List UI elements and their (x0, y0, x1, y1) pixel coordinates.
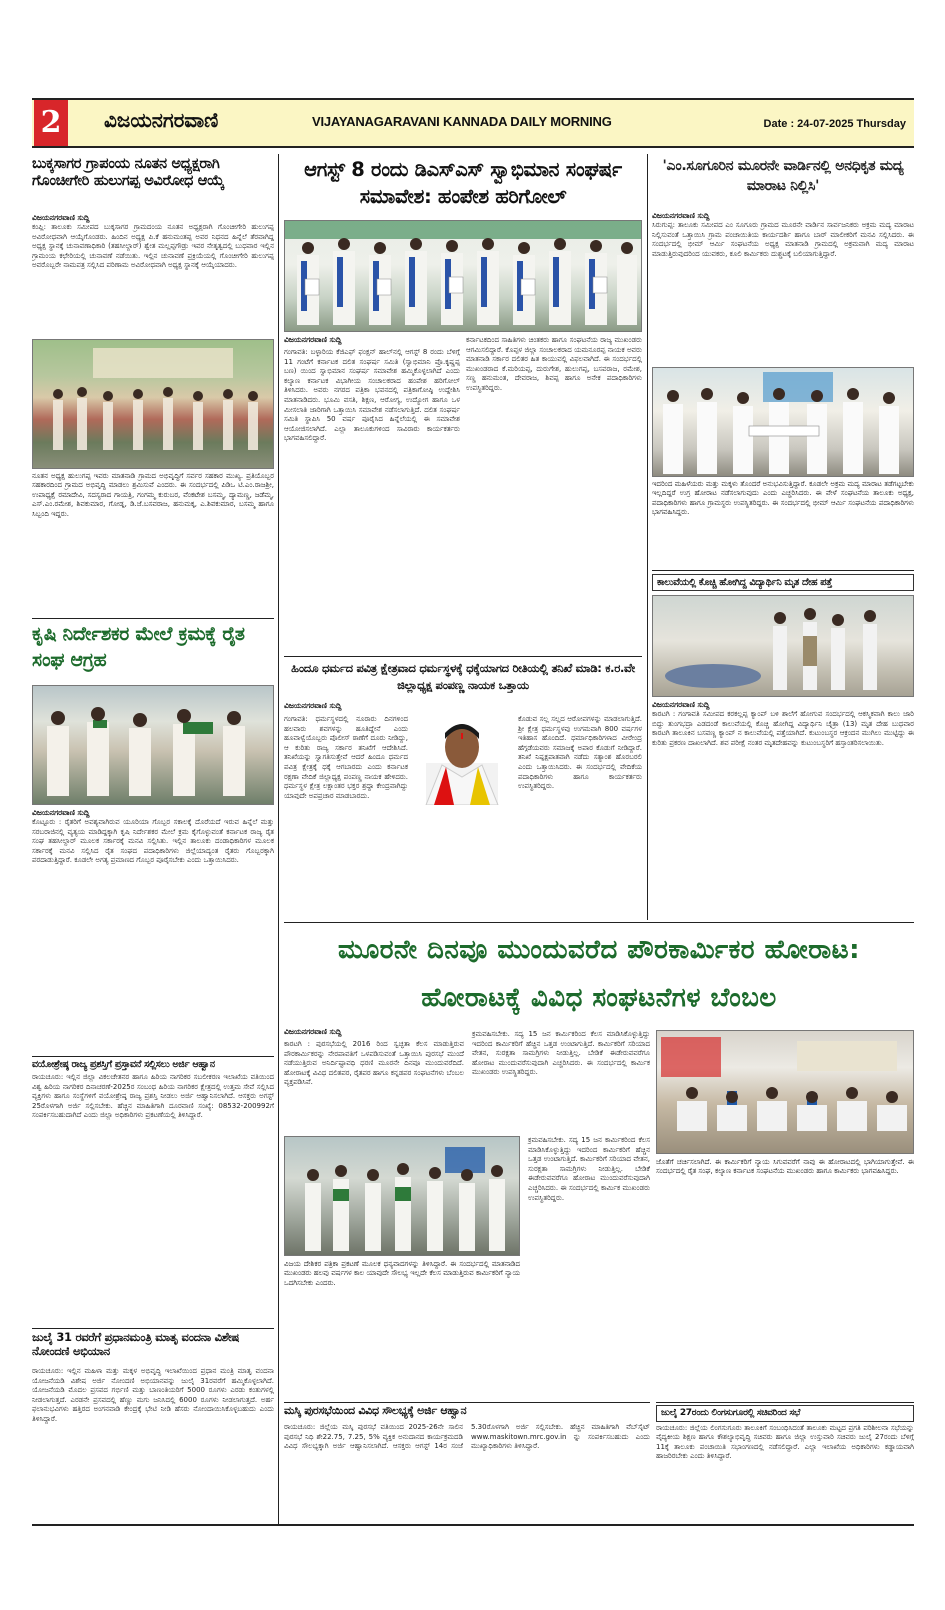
article-pourakarmika (284, 926, 914, 1400)
photo-protest-march (284, 1136, 520, 1256)
masthead-bar (32, 98, 914, 148)
article-body-col2: ಕರ್ನಾಟಕದಿಂದ ಸಾಹಿತಿಗಳು ಚಿಂತಕರು ಹಾಗೂ ಸಂಘಟನೆಯ ರಾಜ್ಯ ಮುಖಂಡರು ಆಗಮಿಸಲಿದ್ದಾರೆ. ಕೊಪ್ಪಳ ಜಿಲ್ಲಾ ಸಂಚಾಲಕರಾದ ಯಮನೂರಪ್ಪ ನಾಯಕ ಅವರು ಮಾತನಾಡಿ ಸರ್ಕಾರ ದಲಿತರ ಹಿತ ಕಾಯುವಲ್ಲಿ ವಿಫಲವಾಗಿದೆ. ಈ ಸಂದರ್ಭದಲ್ಲಿ ಮುಖಂಡರಾದ ಕೆ.ಮರಿಯಪ್ಪ, ದುರುಗೇಶ, ಹುಲುಗಪ್ಪ, ಬಸವರಾಜ, ರಮೇಶ, ಸಣ್ಣ ಹನುಮಂತ, ದೇವರಾಜ, ಶಿವಪ್ಪ ಹಾಗೂ ಅನೇಕ ಪದಾಧಿಕಾರಿಗಳು ಉಪಸ್ಥಿತರಿದ್ದರು. (466, 336, 642, 392)
byline: ವಿಜಯನಗರವಾಣಿ ಸುದ್ದಿ (652, 700, 710, 710)
byline: ವಿಜಯನಗರವಾಣಿ ಸುದ್ದಿ (652, 211, 710, 220)
article-body-col2: ಕ್ರಮವಹಿಸಬೇಕು. ಸದ್ಯ 15 ಜನ ಕಾರ್ಮಿಕರಿಂದ ಕೆಲಸ ಮಾಡಿಸಿಕೊಳ್ಳುತ್ತಿದ್ದು ಇದರಿಂದ ಕಾರ್ಮಿಕರಿಗೆ ಹೆಚ್ಚಿನ ಒತ್ತಡ ಉಂಟಾಗುತ್ತಿದೆ. ಕಾರ್ಮಿಕರಿಗೆ ಸರಿಯಾದ ವೇತನ, ಸುರಕ್ಷತಾ ಸಾಮಗ್ರಿಗಳು ನೀಡುತ್ತಿಲ್ಲ. ಬೇಡಿಕೆ ಈಡೇರುವವರೆಗೂ ಹೋರಾಟ ಮುಂದುವರೆಸುವುದಾಗಿ ಎಚ್ಚರಿಸಿದರು. ಈ ಸಂದರ್ಭದಲ್ಲಿ ಕಾರ್ಮಿಕ ಮುಖಂಡರು ಉಪಸ್ಥಿತರಿದ್ದರು. (472, 1030, 650, 1077)
headline: ಜುಲೈ 31 ರವರೆಗೆ ಪ್ರಧಾನಮಂತ್ರಿ ಮಾತೃ ವಂದನಾ ವಿಶೇಷ ನೋಂದಣಿ ಅಭಿಯಾನ (32, 1330, 240, 1358)
article-lingasugur-meeting (656, 1402, 914, 1522)
photo-canal-scene (652, 595, 914, 697)
article-body: ಕೊಟ್ಟೂರು : ರೈತರಿಗೆ ಅವಶ್ಯವಾಗಿರುವ ಯೂರಿಯಾ ಗೊಬ್ಬರ ಸಕಾಲಕ್ಕೆ ದೊರೆಯದೆ ಇರುವ ಹಿನ್ನೆಲೆ ಮತ್ತು ಸರಬರಾಜಿನಲ್ಲಿ ವ್ಯತ್ಯಯ ಮಾಡಿದ್ದಕ್ಕಾಗಿ ಕೃಷಿ ನಿರ್ದೇಶಕರ ಮೇಲೆ ಕ್ರಮ ಕೈಗೊಳ್ಳುವಂತೆ ಕರ್ನಾಟಕ ರಾಜ್ಯ ರೈತ ಸಂಘ ತಹಸೀಲ್ದಾರ್ ಮೂಲಕ ಸರ್ಕಾರಕ್ಕೆ ಮನವಿ ಸಲ್ಲಿಸಿತು. ಇಲ್ಲಿನ ತಾಲೂಕು ದಂಡಾಧಿಕಾರಿಗಳ ಮೂಲಕ ಸರ್ಕಾರಕ್ಕೆ ಮನವಿ ಸಲ್ಲಿಸಿದ ರೈತ ಸಂಘದ ಪದಾಧಿಕಾರಿಗಳು ಜಿಲ್ಲೆಯಾದ್ಯಂತ ರೈತರು ಗೊಬ್ಬರಕ್ಕಾಗಿ ಪರದಾಡುತ್ತಿದ್ದಾರೆ. ಕೂಡಲೇ ಅಗತ್ಯ ಪ್ರಮಾಣದ ಗೊಬ್ಬರ ಪೂರೈಸಬೇಕು ಎಂದು ಒತ್ತಾಯಿಸಿದರು. (32, 818, 274, 865)
photo-caption: ಇದರಿಂದ ಮಹಿಳೆಯರು ಮತ್ತು ಮಕ್ಕಳು ತೊಂದರೆ ಅನುಭವಿಸುತ್ತಿದ್ದಾರೆ. ಕೂಡಲೇ ಅಕ್ರಮ ಮದ್ಯ ಮಾರಾಟ ತಡೆಗಟ್ಟಬೇಕು ಇಲ್ಲದಿದ್ದರೆ ಉಗ್ರ ಹೋರಾಟ ನಡೆಸಲಾಗುವುದು ಎಂದು ಎಚ್ಚರಿಸಿದರು. ಈ ವೇಳೆ ಸಂಘಟನೆಯ ತಾಲೂಕು ಅಧ್ಯಕ್ಷ, ಪದಾಧಿಕಾರಿಗಳು ಹಾಗೂ ಗ್ರಾಮಸ್ಥರು ಉಪಸ್ಥಿತರಿದ್ದರು. ಈ ಸಂದರ್ಭದಲ್ಲಿ ಭೀಮ್ ಆರ್ಮಿ ಸಂಘಟನೆಯ ಪದಾಧಿಕಾರಿಗಳು ಭಾಗವಹಿಸಿದ್ದರು. (652, 480, 914, 517)
headline: ಮಸ್ಕಿ ಪುರಸಭೆಯಿಂದ ವಿವಿಧ ಸೌಲಭ್ಯಕ್ಕೆ ಅರ್ಜಿ ಆಹ್ವಾನ (284, 1404, 467, 1417)
article-body-col1: ಕಾರಟಗಿ : ಪುರಸಭೆಯಲ್ಲಿ 2016 ರಿಂದ ಸ್ವಚ್ಛತಾ ಕೆಲಸ ಮಾಡುತ್ತಿರುವ ಪೌರಕಾರ್ಮಿಕರನ್ನು ನೇರಪಾವತಿಗೆ ಒಳಪಡಿಸುವಂತೆ ಒತ್ತಾಯಿಸಿ ಪುರಸಭೆ ಮುಂದೆ ನಡೆಯುತ್ತಿರುವ ಅನಿರ್ದಿಷ್ಟಾವಧಿ ಧರಣಿ ಮೂರನೇ ದಿನವೂ ಮುಂದುವರೆದಿದೆ. ಹೋರಾಟಕ್ಕೆ ವಿವಿಧ ದಲಿತಪರ, ರೈತಪರ ಹಾಗೂ ಕನ್ನಡಪರ ಸಂಘಟನೆಗಳು ಬೆಂಬಲ ವ್ಯಕ್ತಪಡಿಸಿವೆ. (284, 1040, 464, 1087)
article-body: ರಾಯಚೂರು: ಜಿಲ್ಲೆಯ ಲಿಂಗಸುಗೂರು ತಾಲೂಕಿಗೆ ಸಂಬಂಧಿಸಿದಂತೆ ತಾಲೂಕು ಮಟ್ಟದ ಪ್ರಗತಿ ಪರಿಶೀಲನಾ ಸಭೆಯನ್ನು ವೈದ್ಯಕೀಯ ಶಿಕ್ಷಣ ಹಾಗೂ ಕೌಶಲ್ಯಾಭಿವೃದ್ಧಿ ಸಚಿವರು ಹಾಗೂ ಜಿಲ್ಲಾ ಉಸ್ತುವಾರಿ ಸಚಿವರು ಜುಲೈ 27ರಂದು ಬೆಳಿಗ್ಗೆ 11ಕ್ಕೆ ತಾಲೂಕು ಪಂಚಾಯಿತಿ ಸಭಾಂಗಣದಲ್ಲಿ ನಡೆಸಲಿದ್ದಾರೆ. ಎಲ್ಲಾ ಇಲಾಖೆಯ ಅಧಿಕಾರಿಗಳು ಕಡ್ಡಾಯವಾಗಿ ಹಾಜರಿರಬೇಕು ಎಂದು ತಿಳಿಸಿದ್ದಾರೆ. (656, 1423, 914, 1461)
issue-date: Date : 24-07-2025 Thursday (763, 118, 906, 130)
article-body: ಕಾರಟಗಿ : ಗಂಗಾವತಿ ಸಮೀಪದ ಕರಕಲ್ಲಪ್ಪ ಕ್ಯಾಂಪ್ ಬಳಿ ಶಾಲೆಗೆ ಹೋಗುವ ಸಂದರ್ಭದಲ್ಲಿ ಆಕಸ್ಮಿಕವಾಗಿ ಕಾಲು ಜಾರಿ ಬಿದ್ದು ತುಂಗಭದ್ರಾ ಎಡದಂಡೆ ಕಾಲುವೆಯಲ್ಲಿ ಕೊಚ್ಚಿ ಹೋಗಿದ್ದ ವಿದ್ಯಾರ್ಥಿನಿ ಚೈತ್ರಾ (13) ಮೃತ ದೇಹ ಬುಧವಾರ ಕಾರಟಗಿ ತಾಲೂಕಿನ ಬಸವಣ್ಣ ಕ್ಯಾಂಪ್ ನ ಕಾಲುವೆಯಲ್ಲಿ ಪತ್ತೆಯಾಗಿದೆ. ಕುಟುಂಬಸ್ಥರ ಆಕ್ರಂದನ ಮುಗಿಲು ಮುಟ್ಟಿದ್ದು ಈ ಕುರಿತು ಪ್ರಕರಣ ದಾಖಲಾಗಿದೆ. ಶವ ಪರೀಕ್ಷೆ ನಂತರ ಮೃತದೇಹವನ್ನು ಕುಟುಂಬಸ್ಥರಿಗೆ ಹಸ್ತಾಂತರಿಸಲಾಯಿತು. (652, 710, 914, 747)
article-body: ಕಂಪ್ಲಿ: ತಾಲೂಕು ಸಮೀಪದ ಬುಕ್ಕಸಾಗರ ಗ್ರಾಮದಂಯ ನೂತನ ಅಧ್ಯಕ್ಷರಾಗಿ ಗೊಂಚೀಗೇರಿ ಹುಲುಗಪ್ಪ ಅವಿರೋಧವಾಗಿ ಆಯ್ಕೆಗೊಂಡರು. ಹಿಂದಿನ ಅಧ್ಯಕ್ಷ ಪಿ.ಕೆ ಹನುಮಂತಪ್ಪ ಅವರ ನಿಧನದ ಹಿನ್ನೆಲೆ ತೆರವಾಗಿದ್ದ ಅಧ್ಯಕ್ಷ ಸ್ಥಾನಕ್ಕೆ ಚುನಾವಣಾಧಿಕಾರಿ (ತಹಸೀಲ್ದಾರ್) ಶ್ವೇತ ಮಲ್ಲಪ್ಪಗೌಡ್ರು ಇವರ ನೇತೃತ್ವದಲ್ಲಿ ಬುಧವಾರ ಇಲ್ಲಿನ ಗ್ರಾಮಂಯ ಕಛೇರಿಯಲ್ಲಿ ಚುನಾವಣೆ ನಡೆಯಿತು. ಇಲ್ಲಿನ ಚುನಾವಣೆ ಪ್ರಕ್ರಿಯೆಯಲ್ಲಿ ಗೊಂಚೀಗೇರಿ ಹುಲುಗಪ್ಪ ಅವರೊಬ್ಬರೇ ನಾಮಪತ್ರ ಸಲ್ಲಿಸಿದ ಪರಿಣಾಮ ಅವಿರೋಧವಾಗಿ ಅಧ್ಯಕ್ಷ ಸ್ಥಾನಕ್ಕೆ ಆಯ್ಕೆಯಾದರು. (32, 223, 274, 270)
article-canal-body-found (652, 570, 914, 920)
byline: ವಿಜಯನಗರವಾಣಿ ಸುದ್ದಿ (284, 701, 342, 710)
page-number: 2 (34, 100, 68, 146)
article-body: ರಾಯಚೂರು: ಇಲ್ಲಿನ ಮಹಿಳಾ ಮತ್ತು ಮಕ್ಕಳ ಅಭಿವೃದ್ಧಿ ಇಲಾಖೆಯಿಂದ ಪ್ರಧಾನ ಮಂತ್ರಿ ಮಾತೃ ವಂದನಾ ಯೋಜನೆಯಡಿ ವಿಶೇಷ ಅರ್ಜಿ ನೋಂದಣಿ ಅಭಿಯಾನವನ್ನು ಜುಲೈ 31ರವರೆಗೆ ಹಮ್ಮಿಕೊಳ್ಳಲಾಗಿದೆ. ಯೋಜನೆಯಡಿ ಮೊದಲ ಪ್ರಸವದ ಗರ್ಭಿಣಿ ಮತ್ತು ಬಾಣಂತಿಯರಿಗೆ 5000 ರೂಗಳು ಎರಡು ಕಂತುಗಳಲ್ಲಿ ನೀಡಲಾಗುತ್ತದೆ. ಎರಡನೇ ಪ್ರಸವದಲ್ಲಿ ಹೆಣ್ಣು ಮಗು ಜನಿಸಿದಲ್ಲಿ 6000 ರೂಗಳು ನೀಡಲಾಗುತ್ತದೆ. ಅರ್ಹ ಫಲಾನುಭವಿಗಳು ಹತ್ತಿರದ ಅಂಗನವಾಡಿ ಕೇಂದ್ರಕ್ಕೆ ಭೇಟಿ ನೀಡಿ ಹೆಸರು ನೋಂದಾಯಿಸಿಕೊಳ್ಳಬಹುದು ಎಂದು ತಿಳಿಸಿದ್ದಾರೆ. (32, 1367, 274, 1423)
article-body: ರಾಯಚೂರು: ಜಿಲ್ಲೆಯ ಮಸ್ಕಿ ಪುರಸಭೆ ವತಿಯಿಂದ 2025-26ನೇ ಸಾಲಿನ ಪುರಸಭೆ ನಿಧಿ ಶೇ22.75, 7.25, 5% ವ್ಯಕ್ತಿಕ ಅನುದಾನದ ಕಾರ್ಯಕ್ರಮದಡಿ ವಿವಿಧ ಸೌಲಭ್ಯಕ್ಕಾಗಿ ಅರ್ಜಿ ಆಹ್ವಾನಿಸಲಾಗಿದೆ. ಆಸಕ್ತರು ಆಗಸ್ಟ್ 14ರ ಸಂಜೆ 5.30ರೊಳಗಾಗಿ ಅರ್ಜಿ ಸಲ್ಲಿಸಬೇಕು. ಹೆಚ್ಚಿನ ಮಾಹಿತಿಗಾಗಿ ವೆಬ್‌ಸೈಟ್ www.maskitown.mrc.gov.in ನ್ನು ಸಂಪರ್ಕಿಸಬಹುದು ಎಂದು ಮುಖ್ಯಾಧಿಕಾರಿಗಳು ತಿಳಿಸಿದ್ದಾರೆ. (284, 1423, 650, 1451)
headline: ಮೂರನೇ ದಿನವೂ ಮುಂದುವರೆದ ಪೌರಕಾರ್ಮಿಕರ ಹೋರಾಟ: ಹೋರಾಟಕ್ಕೆ ವಿವಿಧ ಸಂಘಟನೆಗಳ ಬೆಂಬಲ (337, 935, 861, 1013)
masthead-title: ವಿಜಯನಗರವಾಣಿ (104, 108, 219, 132)
photo-caption-1: ವಿಜಯ ದೇಶಿಕರ ಪತ್ರಿಕಾ ಪ್ರಕಟಣೆ ಮೂಲಕ ಧನ್ಯವಾದಗಳನ್ನು ತಿಳಿಸಿದ್ದಾರೆ. ಈ ಸಂದರ್ಭದಲ್ಲಿ ಮಾತನಾಡಿದ ಮುಖಂಡರು ಹಲವು ವರ್ಷಗಳ ಕಾಲ ಯಾವುದೇ ಸೌಲಭ್ಯ ಇಲ್ಲದೇ ಕೆಲಸ ಮಾಡುತ್ತಿರುವ ಕಾರ್ಮಿಕರಿಗೆ ನ್ಯಾಯ ಒದಗಿಸಬೇಕು ಎಂದರು. (284, 1260, 520, 1287)
headline: ಕೃಷಿ ನಿರ್ದೇಶಕರ ಮೇಲೆ ಕ್ರಮಕ್ಕೆ ರೈತ ಸಂಘ ಆಗ್ರಹ (32, 623, 245, 671)
article-vayoshreshta (32, 1056, 274, 1324)
photo-bhim-army-memo (652, 367, 914, 477)
article-bukkasagara (32, 156, 274, 616)
headline: ವಯೋಶ್ರೇಷ್ಠ ರಾಜ್ಯ ಪ್ರಶಸ್ತಿಗೆ ಪ್ರಸ್ತಾವನೆ ಸಲ್ಲಿಸಲು ಅರ್ಜಿ ಆಹ್ವಾನ (32, 1059, 215, 1070)
photo-sit-in-protest (656, 1030, 914, 1154)
article-body: ಸಿರುಗುಪ್ಪ: ತಾಲೂಕು ಸಮೀಪದ ಎಂ ಸೂಗೂರು ಗ್ರಾಮದ ಮೂರನೇ ವಾರ್ಡಿನ ಸಾರ್ವಜನಿಕರು ಅಕ್ರಮ ಮದ್ಯ ಮಾರಾಟ ನಿಲ್ಲಿಸುವಂತೆ ಒತ್ತಾಯಿಸಿ ಗ್ರಾಮ ಪಂಚಾಯಿತಿಯ ಕಾರ್ಯದರ್ಶಿ ಹಾಗೂ ಬಾರ್ ಮಾಲೀಕರಿಗೆ ಮನವಿ ಸಲ್ಲಿಸಿದರು. ಈ ಸಂದರ್ಭದಲ್ಲಿ ಭೀಮ್ ಆರ್ಮಿ ಸಂಘಟನೆಯ ಅಧ್ಯಕ್ಷ ಮಾತನಾಡಿ ಗ್ರಾಮದಲ್ಲಿ ಅಕ್ರಮವಾಗಿ ಮದ್ಯ ಮಾರಾಟ ಮಾಡುತ್ತಿರುವುದರಿಂದ ಯುವಕರು, ಕೂಲಿ ಕಾರ್ಮಿಕರು ದುಶ್ಚಟಕ್ಕೆ ಬಲಿಯಾಗುತ್ತಿದ್ದಾರೆ. (652, 221, 914, 258)
article-body-col1: ಗಂಗಾವತಿ: ಬಳ್ಳಾರಿಯ ಕೆಜಿಎಫ್ ಫಂಕ್ಷನ್ ಹಾಲ್‌ನಲ್ಲಿ ಆಗಸ್ಟ್ 8 ರಂದು ಬೆಳಿಗ್ಗೆ 11 ಗಂಟೆಗೆ ಕರ್ನಾಟಕ ದಲಿತ ಸಂಘರ್ಷ ಸಮಿತಿ (ಸ್ವಾಭಿಮಾನಿ ಪ್ರೊ.ಕೃಷ್ಣಪ್ಪ ಬಣ) ಯಿಂದ ಸ್ವಾಭಿಮಾನ ಸಂಘರ್ಷ ಸಮಾವೇಶ ಹಮ್ಮಿಕೊಳ್ಳಲಾಗಿದೆ ಎಂದು ಕಲ್ಯಾಣ ಕರ್ನಾಟಕ ವಿಭಾಗೀಯ ಸಂಚಾಲಕರಾದ ಹಂಪೇಶ ಹರಿಗೋಲ್ ತಿಳಿಸಿದರು. ಅವರು ನಗರದ ಪತ್ರಿಕಾ ಭವನದಲ್ಲಿ ಪತ್ರಿಕಾಗೋಷ್ಠಿ ಉದ್ದೇಶಿಸಿ ಮಾತನಾಡಿದರು. ಭೂಮಿ ವಸತಿ, ಶಿಕ್ಷಣ, ಆರೋಗ್ಯ, ಉದ್ಯೋಗ ಹಾಗೂ ಒಳ ಮೀಸಲಾತಿ ಜಾರಿಗಾಗಿ ಒತ್ತಾಯಿಸಿ ಸಮಾವೇಶ ನಡೆಸಲಾಗುತ್ತಿದೆ. ದಲಿತ ಸಂಘರ್ಷ ಸಮಿತಿ ಸ್ಥಾಪಿಸಿ 50 ವರ್ಷ ಪೂರೈಸಿದ ಹಿನ್ನೆಲೆಯಲ್ಲಿ ಈ ಸಮಾವೇಶ ಆಯೋಜಿಸಲಾಗಿದೆ. ಎಲ್ಲಾ ತಾಲೂಕುಗಳಿಂದ ಸಾವಿರಾರು ಕಾರ್ಯಕರ್ತರು ಭಾಗವಹಿಸಲಿದ್ದಾರೆ. (284, 348, 460, 443)
article-maski-purasabhe (284, 1402, 650, 1522)
byline: ವಿಜಯನಗರವಾಣಿ ಸುದ್ದಿ (284, 335, 342, 344)
article-dss-samavesha (284, 156, 642, 652)
photo-dss-press-meet (284, 220, 642, 332)
byline: ವಿಜಯನಗರವಾಣಿ ಸುದ್ದಿ (32, 213, 90, 222)
article-body-col2: ಕೊಡುವ ಸಲ್ಲ ಸಲ್ಲದ ಆರೋಪಗಳನ್ನು ಮಾಡಲಾಗುತ್ತಿದೆ. ಶ್ರೀ ಕ್ಷೇತ್ರ ಧರ್ಮಸ್ಥಳವು ಉಗಮವಾಗಿ 800 ವರ್ಷಗಳ ಇತಿಹಾಸ ಹೊಂದಿದೆ. ಧರ್ಮಾಧಿಕಾರಿಗಳಾದ ವೀರೇಂದ್ರ ಹೆಗ್ಗಡೆಯವರು ಸಮಾಜಕ್ಕೆ ಅಪಾರ ಕೊಡುಗೆ ನೀಡಿದ್ದಾರೆ. ತನಿಖೆ ನಿಷ್ಪಕ್ಷಪಾತವಾಗಿ ನಡೆದು ಸತ್ಯಾಂಶ ಹೊರಬರಲಿ ಎಂದು ಒತ್ತಾಯಿಸಿದರು. ಈ ಸಂದರ್ಭದಲ್ಲಿ ವೇದಿಕೆಯ ಪದಾಧಿಕಾರಿಗಳು ಹಾಗೂ ಕಾರ್ಯಕರ್ತರು ಉಪಸ್ಥಿತರಿದ್ದರು. (518, 715, 642, 791)
headline: ಆಗಸ್ಟ್ 8 ರಂದು ಡಿಎಸ್‌ಎಸ್ ಸ್ವಾಭಿಮಾನ ಸಂಘರ್ಷ ಸಮಾವೇಶ: ಹಂಪೇಶ ಹರಿಗೋಲ್ (304, 158, 622, 208)
headline: 'ಎಂ.ಸೂಗೂರಿನ ಮೂರನೇ ವಾರ್ಡಿನಲ್ಲಿ ಅನಧಿಕೃತ ಮದ್ಯ ಮಾರಾಟ ನಿಲ್ಲಿಸಿ' (662, 158, 904, 194)
article-matru-vandana (32, 1328, 274, 1522)
headline: ಜುಲೈ 27ರಂದು ಲಿಂಗಸುಗೂರಲ್ಲಿ ಸಚಿವರಿಂದ ಸಭೆ (656, 1405, 914, 1422)
photo-pampanna-nayaka (412, 713, 512, 805)
headline: ಬುಕ್ಕಸಾಗರ ಗ್ರಾಪಂಯ ನೂತನ ಅಧ್ಯಕ್ಷರಾಗಿ ಗೊಂಚೀಗೇರಿ ಹುಲುಗಪ್ಪ ಅವಿರೋಧ ಆಯ್ಕೆ (32, 156, 225, 190)
english-title: VIJAYANAGARAVANI KANNADA DAILY MORNING (312, 114, 612, 129)
byline: ವಿಜಯನಗರವಾಣಿ ಸುದ್ದಿ (284, 1027, 342, 1036)
headline: ಕಾಲುವೆಯಲ್ಲಿ ಕೊಚ್ಚಿ ಹೋಗಿದ್ದ ವಿದ್ಯಾರ್ಥಿನಿ ಮೃತ ದೇಹ ಪತ್ತೆ (652, 574, 914, 591)
photo-raitha-sangha (32, 685, 274, 805)
byline: ವಿಜಯನಗರವಾಣಿ ಸುದ್ದಿ (32, 808, 90, 817)
article-body-col1: ಗಂಗಾವತಿ: ಧರ್ಮಸ್ಥಳದಲ್ಲಿ ನೂರಾರು ದಿನಗಳಿಂದ ಹಲವಾರು ಶವಗಳನ್ನು ಹೂತಿದ್ದೇನೆ ಎಂದು ಹೂವಾಳ್ವೆಯೊಬ್ಬರು ಪೊಲೀಸ್ ಠಾಣೆಗೆ ದೂರು ನೀಡಿದ್ದು, ಆ ಕುರಿತು ರಾಜ್ಯ ಸರ್ಕಾರ ತನಿಖೆಗೆ ಆದೇಶಿಸಿದೆ. ತನಿಖೆಯನ್ನು ಸ್ವಾಗತಿಸುತ್ತೇವೆ ಆದರೆ ಹಿಂದೂ ಧರ್ಮದ ಪವಿತ್ರ ಕ್ಷೇತ್ರಕ್ಕೆ ಧಕ್ಕೆ ಆಗಬಾರದು ಎಂದು ಕರ್ನಾಟಕ ರಕ್ಷಣಾ ವೇದಿಕೆ ಜಿಲ್ಲಾಧ್ಯಕ್ಷ ಪಂಪಣ್ಣ ನಾಯಕ ಹೇಳಿದರು. ಧರ್ಮಸ್ಥಳ ಕ್ಷೇತ್ರ ಲಕ್ಷಾಂತರ ಭಕ್ತರ ಶ್ರದ್ಧಾ ಕೇಂದ್ರವಾಗಿದ್ದು ಯಾವುದೇ ಅಪಪ್ರಚಾರ ಮಾಡಬಾರದು. (284, 715, 408, 800)
article-body: ರಾಯಚೂರು: ಇಲ್ಲಿನ ಜಿಲ್ಲಾ ವಿಕಲಚೇತನರ ಹಾಗೂ ಹಿರಿಯ ನಾಗರಿಕರ ಸಬಲೀಕರಣ ಇಲಾಖೆಯ ವತಿಯಿಂದ ವಿಶ್ವ ಹಿರಿಯ ನಾಗರಿಕರ ದಿನಾಚರಣೆ-2025ರ ಸಂಬಂಧ ಹಿರಿಯ ನಾಗರಿಕರ ಕ್ಷೇತ್ರದಲ್ಲಿ ಉತ್ತಮ ಸೇವೆ ಸಲ್ಲಿಸಿದ ವ್ಯಕ್ತಿಗಳು ಹಾಗೂ ಸಂಸ್ಥೆಗಳಿಗೆ ವಯೋಶ್ರೇಷ್ಠ ರಾಜ್ಯ ಪ್ರಶಸ್ತಿ ನೀಡಲು ಅರ್ಜಿ ಆಹ್ವಾನಿಸಲಾಗಿದೆ. ಆಸಕ್ತರು ಅಗಸ್ಟ್ 25ರೊಳಗಾಗಿ ಅರ್ಜಿ ಸಲ್ಲಿಸಬೇಕು. ಹೆಚ್ಚಿನ ಮಾಹಿತಿಗಾಗಿ ದೂರವಾಣಿ ಸಂಖ್ಯೆ: 08532-200992ಗೆ ಸಂಪರ್ಕಿಸಬಹುದಾಗಿದೆ ಎಂದು ಜಿಲ್ಲಾ ಅಧಿಕಾರಿಗಳು ಪ್ರಕಟಣೆಯಲ್ಲಿ ತಿಳಿಸಿದ್ದಾರೆ. (32, 1073, 274, 1120)
photo-caption-2: ಜೊತೆಗೆ ಚರ್ಚಿಸಲಾಗಿದೆ. ಈ ಕಾರ್ಮಿಕರಿಗೆ ನ್ಯಾಯ ಸಿಗುವವರೆಗೆ ನಾವು ಈ ಹೋರಾಟದಲ್ಲಿ ಭಾಗಿಯಾಗುತ್ತೇವೆ. ಈ ಸಂದರ್ಭದಲ್ಲಿ ರೈತ ಸಂಘ, ಕಲ್ಯಾಣ ಕರ್ನಾಟಕ ಸಂಘಟನೆಯ ಮುಖಂಡರು ಹಾಗೂ ಕಾರ್ಮಿಕರು ಭಾಗವಹಿಸಿದ್ದರು. (656, 1158, 914, 1176)
article-krushi (32, 618, 274, 1052)
headline: ಹಿಂದೂ ಧರ್ಮದ ಪವಿತ್ರ ಕ್ಷೇತ್ರವಾದ ಧರ್ಮಸ್ಥಳಕ್ಕೆ ಧಕ್ಕೆಯಾಗದ ರೀತಿಯಲ್ಲಿ ತನಿಖೆ ಮಾಡಿ: ಕ.ರ.ವೇ ಜಿಲ್ಲಾಧ್ಯಕ್ಷ ಪಂಪಣ್ಣ ನಾಯಕ ಒತ್ತಾಯ (291, 661, 635, 692)
article-body-continued: ಕ್ರಮವಹಿಸಬೇಕು. ಸದ್ಯ 15 ಜನ ಕಾರ್ಮಿಕರಿಂದ ಕೆಲಸ ಮಾಡಿಸಿಕೊಳ್ಳುತ್ತಿದ್ದು ಇದರಿಂದ ಕಾರ್ಮಿಕರಿಗೆ ಹೆಚ್ಚಿನ ಒತ್ತಡ ಉಂಟಾಗುತ್ತಿದೆ. ಕಾರ್ಮಿಕರಿಗೆ ಸರಿಯಾದ ವೇತನ, ಸುರಕ್ಷತಾ ಸಾಮಗ್ರಿಗಳು ನೀಡುತ್ತಿಲ್ಲ. ಬೇಡಿಕೆ ಈಡೇರುವವರೆಗೂ ಹೋರಾಟ ಮುಂದುವರೆಸುವುದಾಗಿ ಎಚ್ಚರಿಸಿದರು. ಈ ಸಂದರ್ಭದಲ್ಲಿ ಕಾರ್ಮಿಕ ಮುಖಂಡರು ಉಪಸ್ಥಿತರಿದ್ದರು. (528, 1136, 650, 1202)
article-m-sugur (652, 156, 914, 568)
photo-caption: ನೂತನ ಅಧ್ಯಕ್ಷ ಹುಲುಗಪ್ಪ ಇವರು ಮಾತನಾಡಿ ಗ್ರಾಮದ ಅಭಿವೃದ್ಧಿಗೆ ಸರ್ವರ ಸಹಕಾರ ಮುಖ್ಯ. ಪ್ರತಿಯೊಬ್ಬರ ಸಹಕಾರದಿಂದ ಗ್ರಾಮದ ಅಭಿವೃದ್ಧಿ ಮಾಡಲು ಶ್ರಮಿಸುವೆ ಎಂದರು. ಈ ಸಂದರ್ಭದಲ್ಲಿ ಪಿಡಿಒ ಟಿ.ಎಂ.ರಾಜಶ್ರೀ, ಉಪಾಧ್ಯಕ್ಷೆ ರಮಾದೇವಿ, ಸದಸ್ಯರಾದ ಗಾಯತ್ರಿ, ಗಂಗಮ್ಮ ಕುರುಬರ, ವೆಂಕಟೇಶ ಬಸಮ್ಮ, ದ್ಯಾಮಣ್ಣ, ಜಡೆಮ್ಮ, ಎಸ್.ಎಂ.ರಮೇಶ, ಶಿವಕುಮಾರ, ಗೋಡ್ನ, ಡಿ.ಜೆ.ಬಸವರಾಜ, ಹನುಮಕ್ಕ, ಎ.ಶಿವಕುಮಾರ, ಬಸಮ್ಮ ಹಾಗೂ ಸಿಬ್ಬಂದಿ ಇದ್ದರು. (32, 472, 274, 518)
article-dharmasthala (284, 656, 642, 920)
photo-gram-panchayat-members (32, 339, 274, 469)
